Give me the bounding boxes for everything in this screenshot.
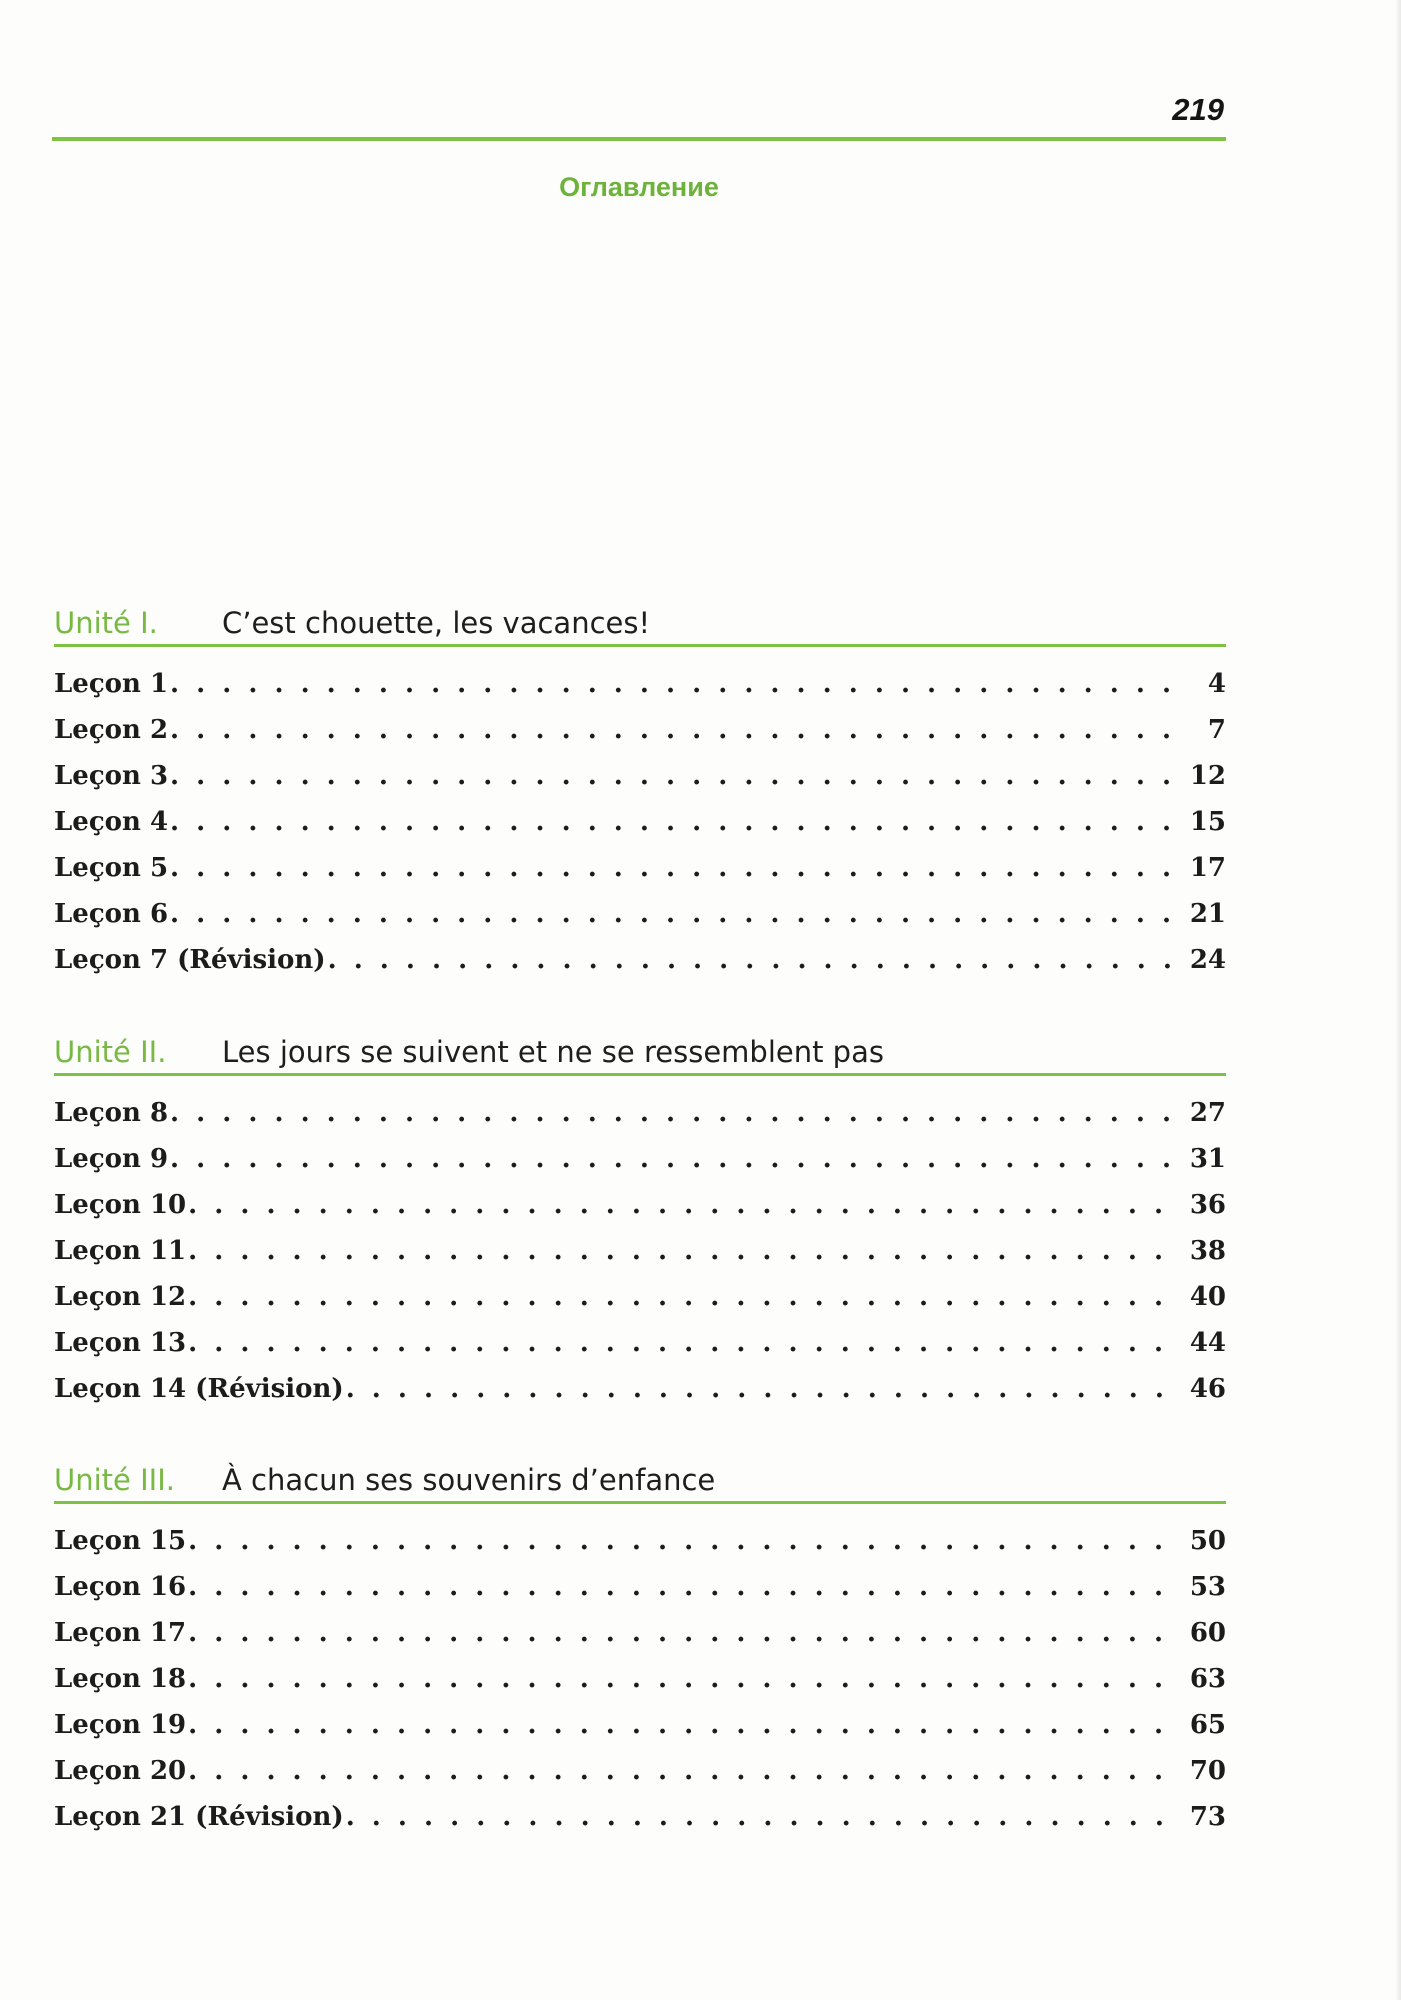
dot-leader <box>170 891 1178 937</box>
lesson-page: 36 <box>1189 1190 1226 1220</box>
dot-leader <box>188 1320 1178 1366</box>
lesson-page: 24 <box>1189 945 1226 975</box>
top-rule <box>52 137 1226 141</box>
dot-leader <box>346 1366 1178 1412</box>
lesson-name: Leçon 10 <box>54 1190 187 1220</box>
lesson-list <box>54 1518 1226 1840</box>
toc-entry[interactable] <box>54 1748 1226 1794</box>
lesson-name: Leçon 11 <box>54 1236 187 1266</box>
page-number: 219 <box>1172 92 1224 127</box>
lesson-name: Leçon 18 <box>54 1664 187 1694</box>
lesson-page: 44 <box>1189 1328 1226 1358</box>
lesson-page: 15 <box>1189 807 1226 837</box>
lesson-page: 4 <box>1207 669 1226 699</box>
lesson-page: 38 <box>1189 1236 1226 1266</box>
lesson-name: Leçon 8 <box>54 1098 169 1128</box>
unit-header <box>54 598 1226 647</box>
lesson-name: Leçon 20 <box>54 1756 187 1786</box>
toc-entry[interactable] <box>54 799 1226 845</box>
lesson-name: Leçon 21 (Révision) <box>54 1802 344 1832</box>
lesson-name: Leçon 17 <box>54 1618 187 1648</box>
toc-entry[interactable] <box>54 891 1226 937</box>
toc-entry[interactable] <box>54 1564 1226 1610</box>
lesson-name: Leçon 13 <box>54 1328 187 1358</box>
toc-entry[interactable] <box>54 753 1226 799</box>
lesson-page: 7 <box>1207 715 1226 745</box>
dot-leader <box>170 1090 1178 1136</box>
toc-entry[interactable] <box>54 707 1226 753</box>
lesson-list <box>54 661 1226 983</box>
toc-entry[interactable] <box>54 1518 1226 1564</box>
lesson-name: Leçon 19 <box>54 1710 187 1740</box>
lesson-page: 70 <box>1189 1756 1226 1786</box>
toc-title: Оглавление <box>559 172 719 202</box>
toc-entry[interactable] <box>54 845 1226 891</box>
lesson-name: Leçon 14 (Révision) <box>54 1374 344 1404</box>
lesson-page: 63 <box>1189 1664 1226 1694</box>
dot-leader <box>170 753 1178 799</box>
lesson-page: 40 <box>1189 1282 1226 1312</box>
unit-1 <box>54 598 1226 983</box>
lesson-page: 60 <box>1189 1618 1226 1648</box>
toc-entry[interactable] <box>54 1182 1226 1228</box>
lesson-page: 73 <box>1189 1802 1226 1832</box>
lesson-name: Leçon 6 <box>54 899 169 929</box>
lesson-name: Leçon 15 <box>54 1526 187 1556</box>
unit-title: Les jours se suivent et ne se ressemblent pas <box>222 1035 884 1069</box>
unit-header <box>54 1027 1226 1076</box>
dot-leader <box>188 1656 1178 1702</box>
lesson-page: 27 <box>1189 1098 1226 1128</box>
lesson-name: Leçon 7 (Révision) <box>54 945 326 975</box>
lesson-page: 65 <box>1189 1710 1226 1740</box>
dot-leader <box>170 661 1178 707</box>
toc-entry[interactable] <box>54 1320 1226 1366</box>
lesson-name: Leçon 9 <box>54 1144 169 1174</box>
dot-leader <box>188 1748 1178 1794</box>
dot-leader <box>170 799 1178 845</box>
toc-entry[interactable] <box>54 1136 1226 1182</box>
lesson-name: Leçon 16 <box>54 1572 187 1602</box>
dot-leader <box>170 1136 1178 1182</box>
lesson-name: Leçon 4 <box>54 807 169 837</box>
dot-leader <box>188 1610 1178 1656</box>
dot-leader <box>346 1794 1178 1840</box>
toc-entry[interactable] <box>54 1656 1226 1702</box>
lesson-page: 46 <box>1189 1374 1226 1404</box>
unit-number: Unité II. <box>54 1035 167 1069</box>
lesson-page: 31 <box>1189 1144 1226 1174</box>
lesson-name: Leçon 2 <box>54 715 169 745</box>
lesson-page: 12 <box>1189 761 1226 791</box>
unit-number: Unité I. <box>54 606 158 640</box>
lesson-page: 50 <box>1189 1526 1226 1556</box>
dot-leader <box>188 1702 1178 1748</box>
toc-entry[interactable] <box>54 1274 1226 1320</box>
lesson-page: 53 <box>1189 1572 1226 1602</box>
dot-leader <box>170 707 1178 753</box>
toc-entry[interactable] <box>54 1610 1226 1656</box>
scan-edge <box>1395 0 1401 2000</box>
toc-entry[interactable] <box>54 1794 1226 1840</box>
unit-title: À chacun ses souvenirs d’enfance <box>222 1463 716 1497</box>
toc-entry[interactable] <box>54 1366 1226 1412</box>
dot-leader <box>188 1274 1178 1320</box>
toc-entry[interactable] <box>54 661 1226 707</box>
lesson-name: Leçon 1 <box>54 669 169 699</box>
unit-header <box>54 1455 1226 1504</box>
dot-leader <box>188 1228 1178 1274</box>
lesson-name: Leçon 12 <box>54 1282 187 1312</box>
toc-entry[interactable] <box>54 937 1226 983</box>
unit-number: Unité III. <box>54 1463 175 1497</box>
lesson-name: Leçon 5 <box>54 853 169 883</box>
toc-entry[interactable] <box>54 1228 1226 1274</box>
lesson-list <box>54 1090 1226 1412</box>
dot-leader <box>328 937 1178 983</box>
toc-entry[interactable] <box>54 1702 1226 1748</box>
dot-leader <box>188 1518 1178 1564</box>
lesson-name: Leçon 3 <box>54 761 169 791</box>
unit-title: C’est chouette, les vacances! <box>222 606 651 640</box>
lesson-page: 21 <box>1189 899 1226 929</box>
lesson-page: 17 <box>1189 853 1226 883</box>
dot-leader <box>188 1182 1178 1228</box>
unit-3 <box>54 1455 1226 1840</box>
dot-leader <box>188 1564 1178 1610</box>
unit-2 <box>54 1027 1226 1412</box>
dot-leader <box>170 845 1178 891</box>
toc-entry[interactable] <box>54 1090 1226 1136</box>
